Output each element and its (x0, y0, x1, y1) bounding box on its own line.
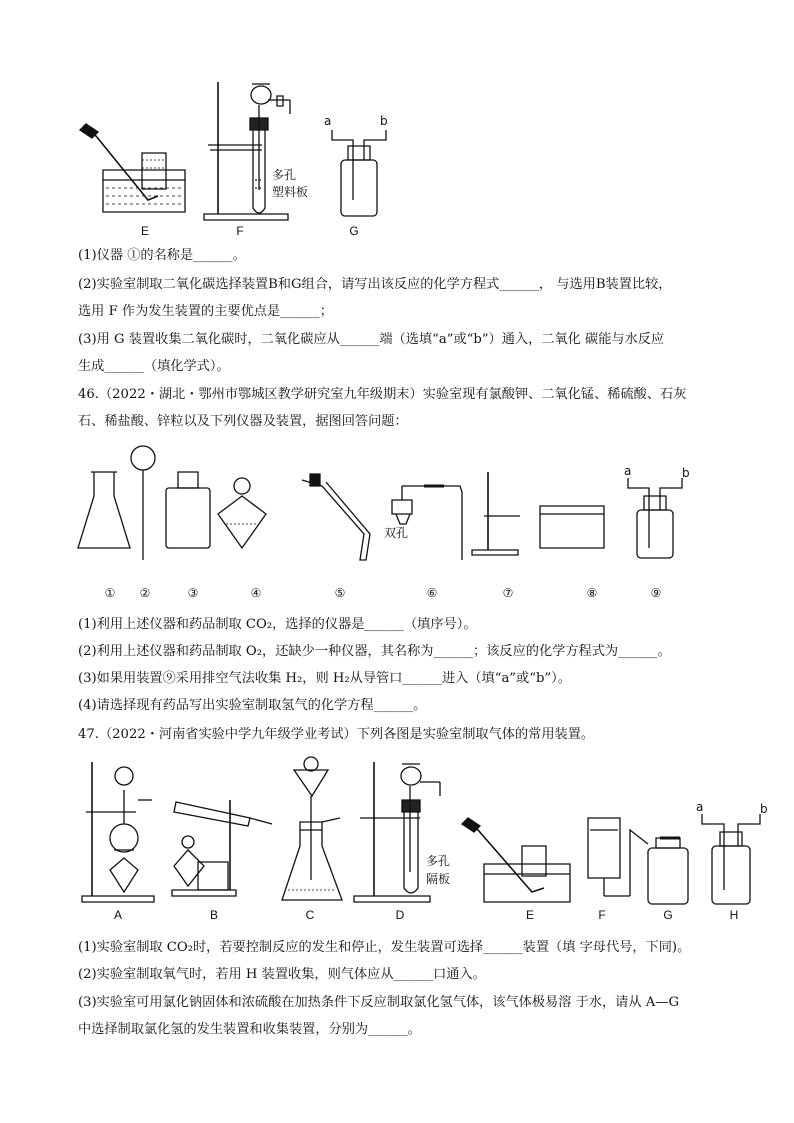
instrument-number-3: ③ (187, 586, 199, 600)
q47-header: 47.（2022・河南省实验中学九年级学业考试）下列各图是实验室制取气体的常用装置。 (78, 727, 595, 742)
g-port-b: b (380, 114, 388, 128)
q47-label-h: H (729, 908, 739, 922)
g-port-a: a (324, 114, 332, 128)
q46-line-3: (3)如果用装置⑨采用排空气法收集 H₂，则 H₂从导管口______进入（填“a”或“b”）。 (78, 671, 571, 686)
q46-header-2: 石、稀盐酸、锌粒以及下列仪器及装置，据图回答问题： (78, 414, 408, 429)
f-annotation-line2: 塑料板 (272, 185, 309, 199)
q46-port-a: a (624, 464, 632, 478)
q46-header-1: 46.（2022・湖北・鄂州市鄂城区教学研究室九年级期末）实验室现有氯酸钾、二氧化锰、稀硫酸、石灰 (78, 387, 687, 402)
instrument-number-6: ⑥ (426, 586, 438, 600)
q46-port-b: b (682, 466, 690, 480)
q45-line-5: 生成______（填化学式）。 (78, 359, 230, 374)
q47-label-f: F (598, 908, 606, 922)
q47-port-b: b (760, 802, 768, 816)
q47-line-2: (2)实验室制取氧气时，若用 H 装置收集，则气体应从______口通入。 (78, 967, 486, 982)
instrument-number-9: ⑨ (650, 586, 662, 600)
d-annotation-line1: 多孔 (426, 854, 451, 868)
q47-label-a: A (113, 908, 122, 922)
q47-port-a: a (696, 800, 704, 814)
d-annotation-line2: 隔板 (426, 872, 451, 886)
q45-line-2: (2)实验室制取二氧化碳选择装置B和G组合，请写出该反应的化学方程式______， 与选用B装置比较， (78, 277, 672, 292)
figure-label-e: E (140, 224, 149, 238)
figure-label-f: F (236, 224, 244, 238)
q45-line-3: 选用 F 作为发生装置的主要优点是______； (78, 304, 333, 319)
q45-line-1: (1)仪器 ①的名称是______。 (78, 248, 246, 263)
q47-label-d: D (395, 908, 405, 922)
instrument-number-1: ① (104, 586, 116, 600)
f-annotation-line1: 多孔 (272, 168, 297, 182)
q46-line-2: (2)利用上述仪器和药品制取 O₂，还缺少一种仪器，其名称为______；该反应的化学方程式为______。 (78, 644, 671, 659)
instrument-number-7: ⑦ (502, 586, 514, 600)
q47-label-e: E (525, 908, 534, 922)
figure-label-g: G (349, 224, 359, 238)
q47-label-c: C (305, 908, 315, 922)
instrument-number-8: ⑧ (586, 586, 598, 600)
q47-line-4: 中选择制取氯化氢的发生装置和收集装置，分别为______。 (78, 1022, 421, 1037)
q47-label-g: G (663, 908, 673, 922)
q47-line-3: (3)实验室可用氯化钠固体和浓硫酸在加热条件下反应制取氯化氢气体，该气体极易溶 于水，请从 A—G (78, 995, 679, 1010)
instrument-number-5: ⑤ (334, 586, 346, 600)
q46-line-4: (4)请选择现有药品写出实验室制取氢气的化学方程______。 (78, 698, 427, 713)
double-hole-label: 双孔 (384, 526, 409, 540)
q46-line-1: (1)利用上述仪器和药品制取 CO₂，选择的仪器是______（填序号）。 (78, 617, 477, 632)
q45-line-4: (3)用 G 装置收集二氧化碳时，二氧化碳应从______端（选填“a”或“b”）通入，二氧化 碳能与水反应 (78, 332, 665, 347)
instrument-number-4: ④ (250, 586, 262, 600)
instrument-number-2: ② (139, 586, 151, 600)
q47-line-1: (1)实验室制取 CO₂时，若要控制反应的发生和停止，发生装置可选择______装置（填 字母代号，下同)。 (78, 940, 691, 955)
q47-label-b: B (209, 908, 218, 922)
